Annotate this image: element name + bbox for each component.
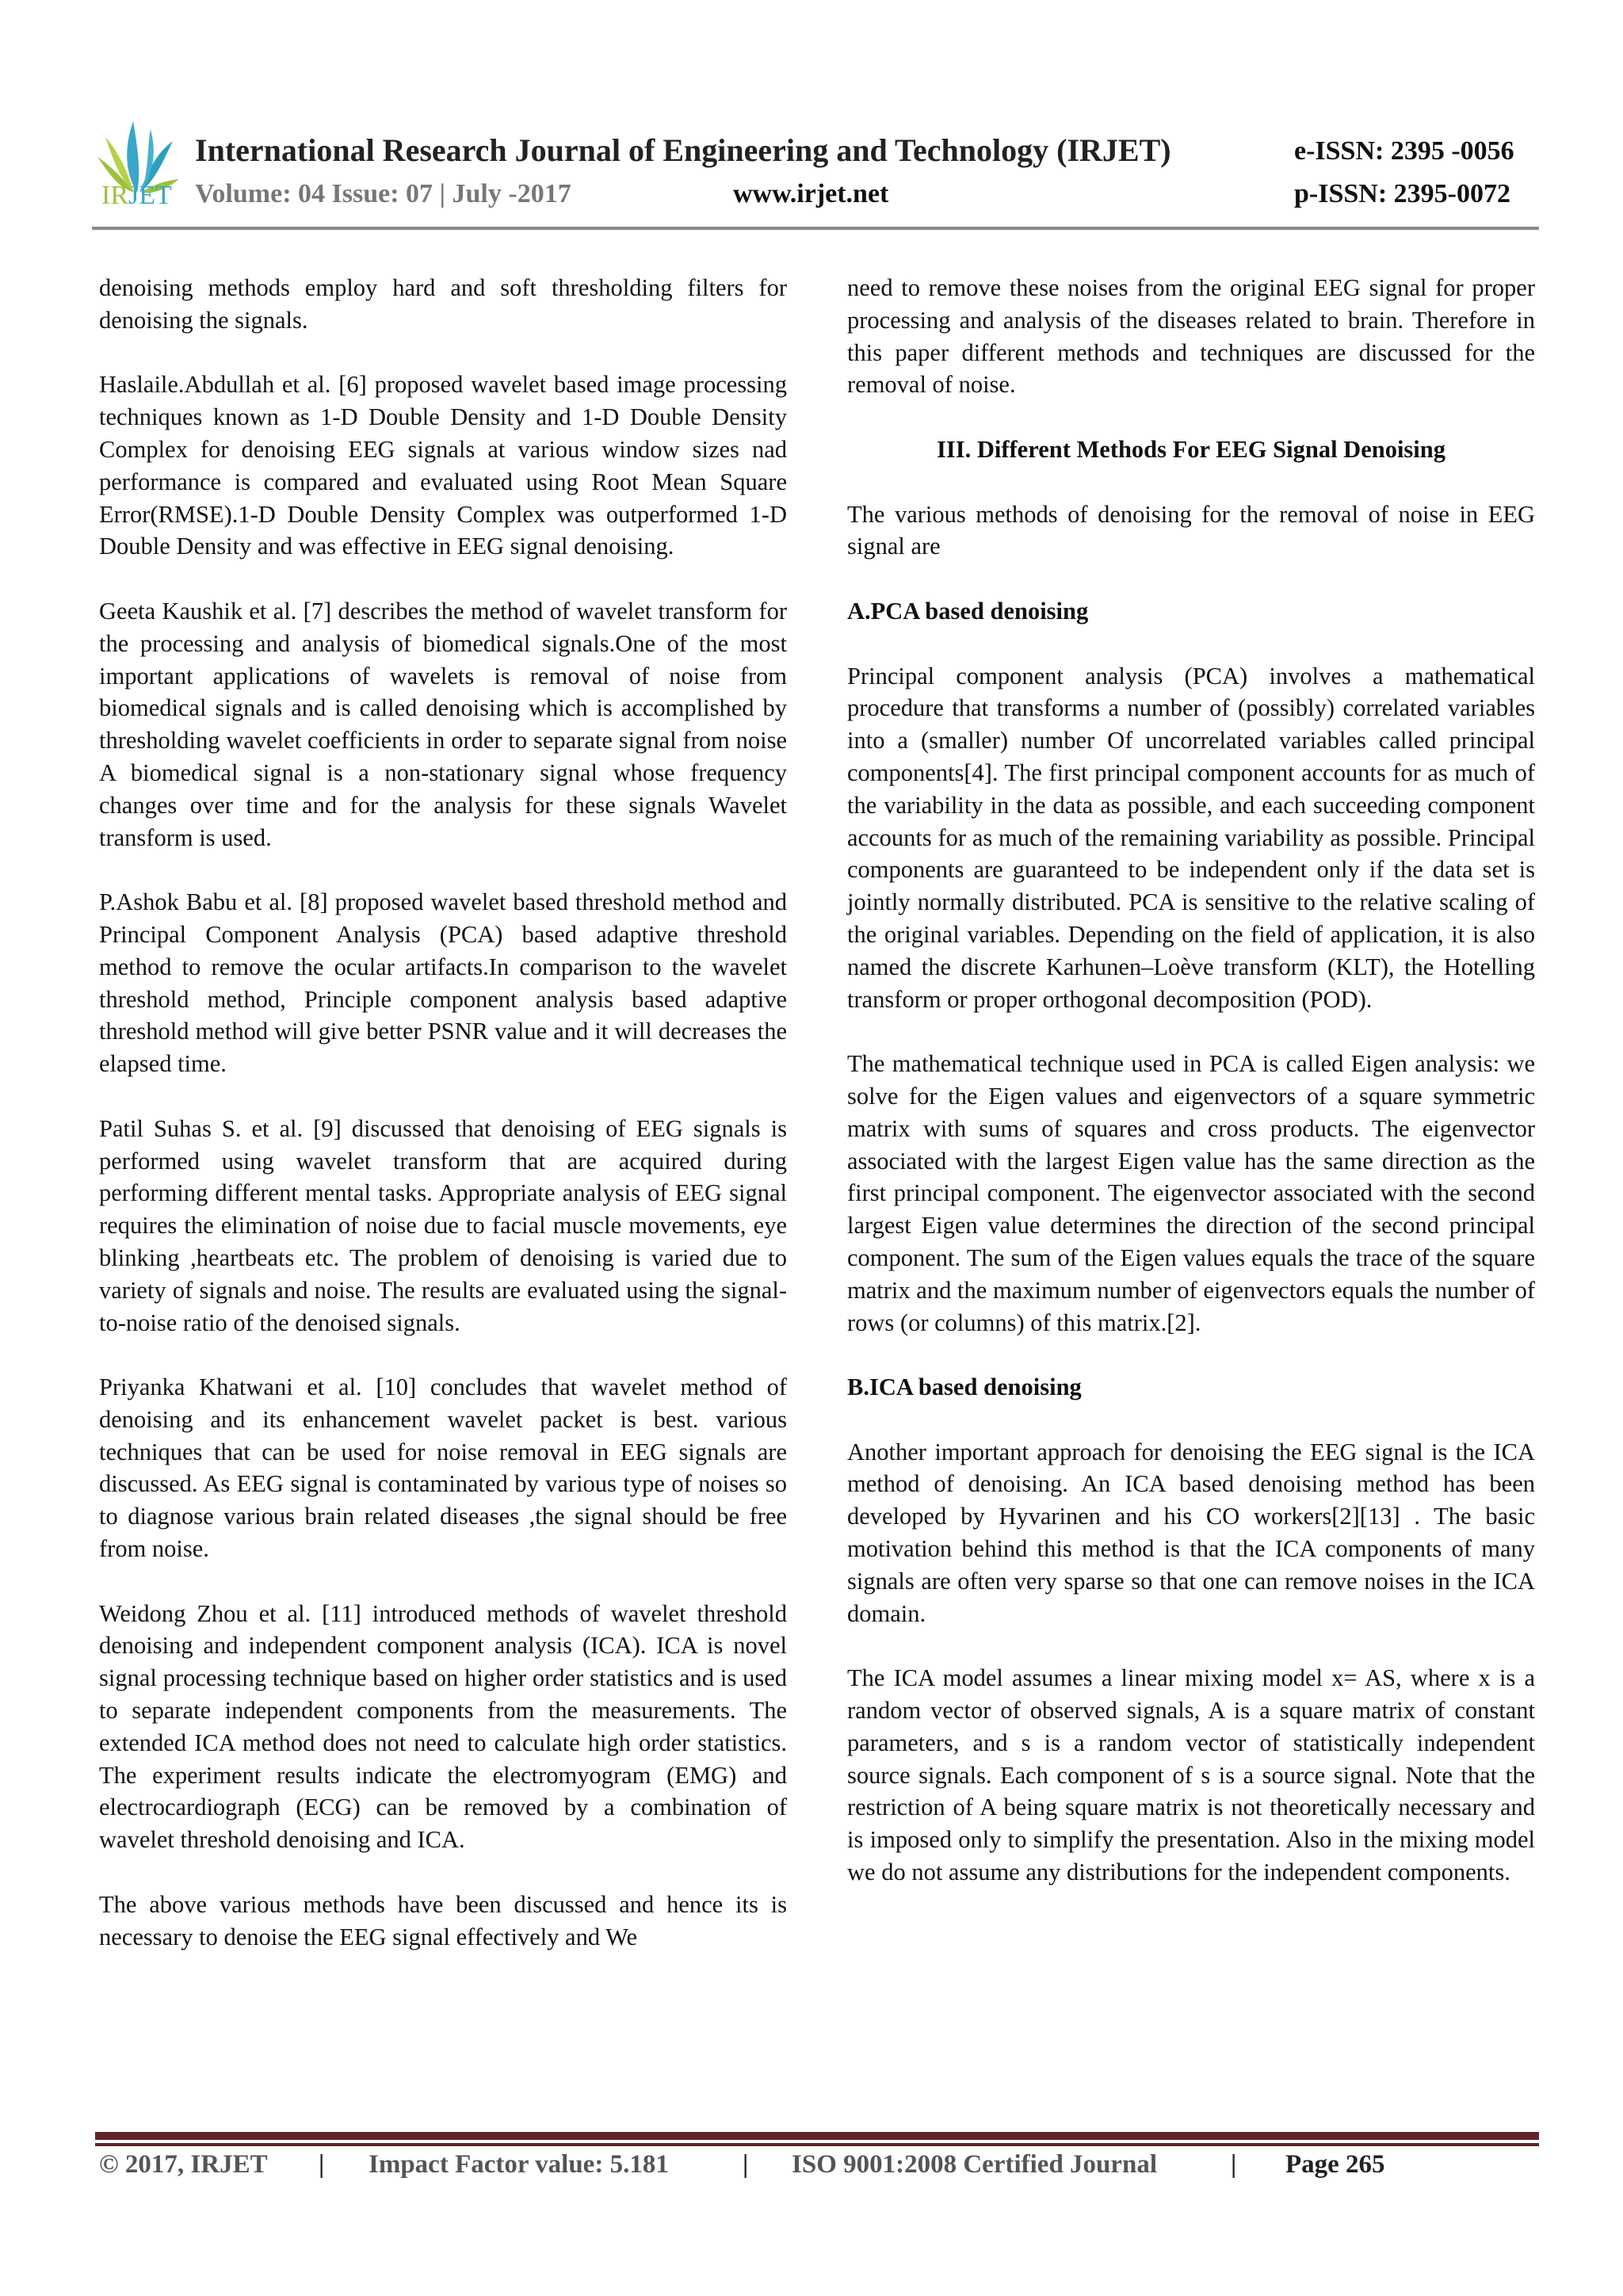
paragraph: denoising methods employ hard and soft thresholding filters for denoising the signals. xyxy=(99,274,787,334)
paragraph: Priyanka Khatwani et al. [10] concludes that wavelet method of denoising and its enhancement wavelet packet is best. various techniques that can be used for noise removal in EEG signals are discussed. As EEG signal is contaminated by various type of noises so to diagnose various brain related diseases ,the signal should be free from noise. xyxy=(99,1373,787,1563)
volume-issue: Volume: 04 Issue: 07 | July -2017 xyxy=(195,179,571,208)
paragraph: Geeta Kaushik et al. [7] describes the method of wavelet transform for the processing and analysis of biomedical signals.One of the most important applications of wavelets is removal of noise from biomedical signals and is called denoising which is accomplished by thresholding wavelet coefficients in order to separate signal from noise A biomedical signal is a non-stationary signal whose frequency changes over time and for the analysis for these signals Wavelet transform is used. xyxy=(99,597,787,851)
p-issn: p-ISSN: 2395-0072 xyxy=(1294,179,1510,208)
paragraph: Haslaile.Abdullah et al. [6] proposed wavelet based image processing techniques known as 1-D Double Density and 1-D Double Density Complex for denoising EEG signals at various window sizes nad performance is compared and evaluated using Root Mean Square Error(RMSE).1-D Double Density Complex was outperformed 1-D Double Density and was effective in EEG signal denoising. xyxy=(99,371,787,560)
paragraph: Principal component analysis (PCA) involves a mathematical procedure that transforms a number of (possibly) correlated variables into a (smaller) number Of uncorrelated variables called principal components[4]. The first principal component accounts for as much of the variability in the data as possible, and each succeeding component accounts for as much of the remaining variability as possible. Principal components are guaranteed to be independent only if the data set is jointly normally distributed. PCA is sensitive to the relative scaling of the original variables. Depending on the field of application, it is also named the discrete Karhunen–Loève transform (KLT), the Hotelling transform or proper orthogonal decomposition (POD). xyxy=(847,662,1535,1013)
footer-separator: | xyxy=(743,2150,749,2179)
footer-separator: | xyxy=(319,2150,325,2179)
journal-title: International Research Journal of Engineering and Technology (IRJET) xyxy=(195,132,1171,168)
footer-copyright: © 2017, IRJET xyxy=(99,2150,268,2179)
footer-impact-factor: Impact Factor value: 5.181 xyxy=(369,2150,669,2179)
footer-separator: | xyxy=(1231,2150,1237,2179)
e-issn: e-ISSN: 2395 -0056 xyxy=(1294,136,1514,166)
left-column xyxy=(99,272,787,1985)
footer-page-number: Page 265 xyxy=(1285,2150,1385,2179)
subsection-heading-ica: B.ICA based denoising xyxy=(847,1373,1082,1401)
paragraph: Another important approach for denoising the EEG signal is the ICA method of denoising. An ICA based denoising method has been developed by Hyvarinen and his CO workers[2][13] . The basic motivation behind this method is that the ICA components of many signals are often very sparse so that one can remove noises in the ICA domain. xyxy=(847,1438,1535,1627)
subsection-heading-pca: A.PCA based denoising xyxy=(847,597,1089,625)
paragraph: P.Ashok Babu et al. [8] proposed wavelet based threshold method and Principal Component Analysis (PCA) based adaptive threshold method to remove the ocular artifacts.In comparison to the wavelet threshold method, Principle component analysis based adaptive threshold method will give better PSNR value and it will decreases the elapsed time. xyxy=(99,888,787,1078)
paragraph: The mathematical technique used in PCA is called Eigen analysis: we solve for the Eigen values and eigenvectors of a square symmetric matrix with sums of squares and cross products. The eigenvector associated with the largest Eigen value has the same direction as the first principal component. The eigenvector associated with the second largest Eigen value determines the direction of the second principal component. The sum of the Eigen values equals the trace of the square matrix and the maximum number of eigenvectors equals the number of rows (or columns) of this matrix.[2]. xyxy=(847,1050,1535,1336)
footer-bar xyxy=(95,2132,1539,2140)
paragraph: Weidong Zhou et al. [11] introduced methods of wavelet threshold denoising and independent component analysis (ICA). ICA is novel signal processing technique based on higher order statistics and is used to separate independent components from the measurements. The extended ICA method does not need to calculate high order statistics. The experiment results indicate the electromyogram (EMG) and electrocardiograph (ECG) can be removed by a combination of wavelet threshold denoising and ICA. xyxy=(99,1599,787,1854)
paragraph: need to remove these noises from the original EEG signal for proper processing and analysis of the diseases related to brain. Therefore in this paper different methods and techniques are discussed for the removal of noise. xyxy=(847,274,1535,399)
right-column xyxy=(847,272,1535,1921)
header-rule xyxy=(92,227,1539,230)
footer-bar-thin xyxy=(95,2143,1539,2146)
paragraph: The ICA model assumes a linear mixing model x= AS, where x is a random vector of observed signals, A is a square matrix of constant parameters, and s is a random vector of statistically independent source signals. Each component of s is a source signal. Note that the restriction of A being square matrix is not theoretically necessary and is imposed only to simplify the presentation. Also in the mixing model we do not assume any distributions for the independent components. xyxy=(847,1664,1535,1886)
logo-text: IRJET xyxy=(101,181,172,210)
section-heading: III. Different Methods For EEG Signal Denoising xyxy=(937,435,1445,463)
paragraph: Patil Suhas S. et al. [9] discussed that denoising of EEG signals is performed using wavelet transform that are acquired during performing different mental tasks. Appropriate analysis of EEG signal requires the elimination of noise due to facial muscle movements, eye blinking ,heartbeats etc. The problem of denoising is varied due to variety of signals and noise. The results are evaluated using the signal-to-noise ratio of the denoised signals. xyxy=(99,1114,787,1336)
paragraph: The above various methods have been discussed and hence its is necessary to denoise the EEG signal effectively and We xyxy=(99,1890,787,1950)
footer-iso: ISO 9001:2008 Certified Journal xyxy=(792,2150,1158,2179)
paragraph: The various methods of denoising for the removal of noise in EEG signal are xyxy=(847,500,1535,560)
website-link[interactable]: www.irjet.net xyxy=(733,179,889,208)
